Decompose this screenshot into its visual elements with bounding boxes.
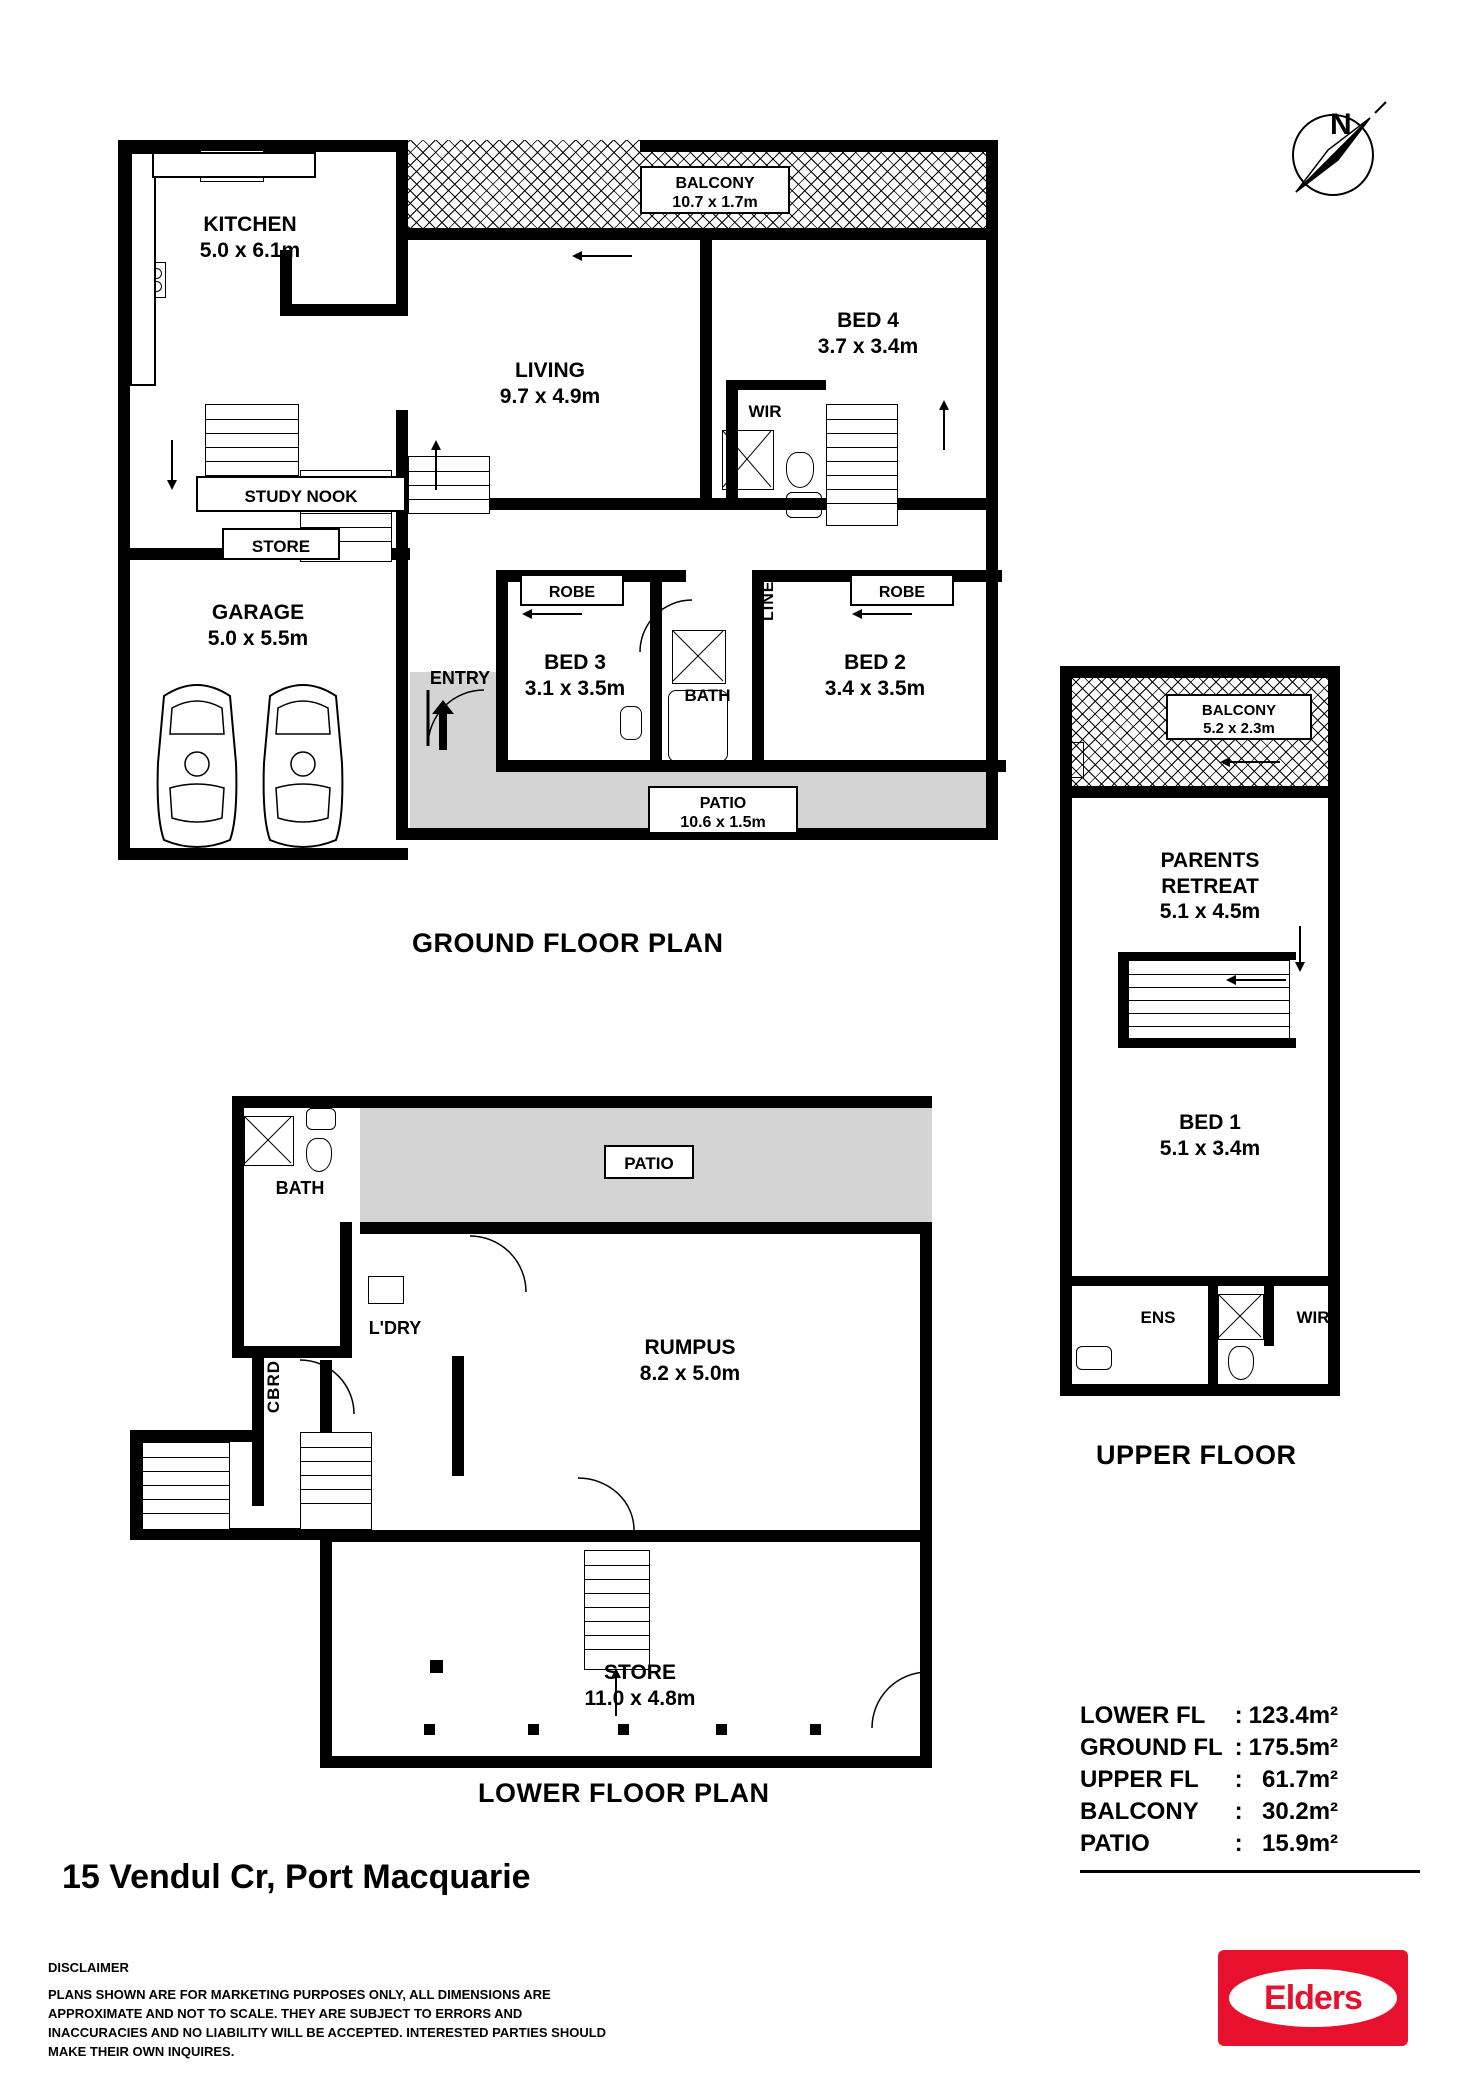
arrow-bed4-stair <box>938 400 950 450</box>
upper-stair-wall-left <box>1118 952 1128 1048</box>
store-pier-2 <box>424 1724 435 1735</box>
lower-door-rumpus <box>578 1478 634 1530</box>
brand-logo-text: Elders <box>1264 1978 1362 2017</box>
room-wir-ground: WIR <box>748 402 782 421</box>
room-bath-lower: BATH <box>275 1178 325 1198</box>
disclaimer-heading: DISCLAIMER <box>48 1960 129 1975</box>
area-row <box>1080 1700 1338 1732</box>
wall-top-right <box>408 228 998 240</box>
room-bed2: BED 2 3.4 x 3.5m <box>824 651 926 700</box>
upper-wall-ens-split <box>1208 1286 1218 1396</box>
tag-balcony-ground: BALCONY 10.7 x 1.7m <box>640 166 790 214</box>
page-title: 15 Vendul Cr, Port Macquarie <box>62 1858 531 1896</box>
tag-balcony-upper: BALCONY 5.2 x 2.3m <box>1166 694 1312 740</box>
upper-stair-wall-bottom <box>1118 1038 1296 1048</box>
garage-car-2 <box>258 668 348 858</box>
room-bath-ground: BATH <box>684 686 731 705</box>
ground-stair-living <box>408 456 490 514</box>
lower-wall-left2 <box>130 1430 142 1540</box>
upper-wall-bal-bottom <box>1060 786 1340 798</box>
lower-stair-2 <box>142 1442 230 1530</box>
wall-kitchen-bottom <box>280 304 408 316</box>
area-colon: : <box>1234 1766 1243 1793</box>
area-label: UPPER FL <box>1080 1766 1199 1793</box>
lower-wall-rumpus-left <box>452 1356 464 1476</box>
arrow-stair-up <box>430 440 442 490</box>
area-schedule <box>1080 1700 1338 1860</box>
ground-floor-plan <box>0 0 1000 960</box>
store-pier-1 <box>430 1660 443 1673</box>
area-value: 15.9m² <box>1262 1830 1339 1857</box>
area-colon: : <box>1234 1830 1243 1857</box>
store-pier-3 <box>528 1724 539 1735</box>
wall-left <box>118 140 130 860</box>
arrow-robe-bed2 <box>852 608 912 620</box>
ens-toilet-icon <box>1228 1346 1254 1380</box>
room-bed4: BED 4 3.7 x 3.4m <box>817 309 919 358</box>
lower-wall-store-left <box>320 1530 332 1768</box>
lower-door-ldry <box>300 1360 354 1414</box>
kitchen-bench <box>130 152 156 386</box>
lower-toilet-icon <box>306 1138 332 1172</box>
room-ens: ENS <box>1140 1308 1176 1327</box>
arrow-balcony-upper <box>1220 756 1280 768</box>
upper-wall-ens-split2 <box>1264 1286 1274 1346</box>
tag-patio-lower: PATIO <box>604 1145 694 1179</box>
laundry-tub-icon <box>368 1276 404 1304</box>
wall-bed-bottom <box>496 760 1006 772</box>
area-row <box>1080 1796 1338 1828</box>
area-label: PATIO <box>1080 1830 1150 1857</box>
upper-wall-right <box>1328 666 1340 1396</box>
area-row <box>1080 1732 1338 1764</box>
upper-balcony-door <box>1066 742 1084 778</box>
room-bed1: BED 1 5.1 x 3.4m <box>1159 1111 1261 1160</box>
entry-arrow <box>432 700 454 750</box>
lower-floor-plan-title: LOWER FLOOR PLAN <box>478 1778 770 1808</box>
lower-wall-bath-bottom <box>232 1346 352 1358</box>
lower-wall-patio-bottom <box>360 1222 932 1234</box>
lower-stair-1 <box>300 1432 372 1530</box>
room-ldry: L'DRY <box>368 1318 422 1338</box>
arrow-robe-bed3 <box>522 608 582 620</box>
room-linen: LINEN <box>760 568 777 621</box>
room-bed3: BED 3 3.1 x 3.5m <box>524 651 626 700</box>
ground-toilet-icon <box>786 452 814 488</box>
room-rumpus: RUMPUS 8.2 x 5.0m <box>639 1336 741 1385</box>
wall-bed4-left <box>700 240 712 510</box>
area-label: GROUND FL <box>1080 1734 1223 1761</box>
lower-wall-store-right <box>920 1530 932 1768</box>
upper-stair <box>1128 960 1290 1042</box>
room-kitchen: KITCHEN 5.0 x 6.1m <box>199 213 301 262</box>
upper-stair-arrow-left <box>1226 974 1286 986</box>
lower-door-patio <box>470 1236 526 1292</box>
lower-wall-top <box>232 1096 932 1108</box>
area-colon: : <box>1234 1734 1243 1761</box>
area-value: 61.7m² <box>1262 1766 1339 1793</box>
ens-shower-icon <box>1218 1294 1264 1340</box>
tag-store-ground: STORE <box>222 528 340 560</box>
room-parents-retreat: PARENTS RETREAT 5.1 x 4.5m <box>1159 849 1261 924</box>
kitchen-island <box>152 152 316 178</box>
area-label: LOWER FL <box>1080 1702 1206 1729</box>
store-pier-5 <box>716 1724 727 1735</box>
compass-north-label: N <box>1330 108 1352 141</box>
bed3-door <box>640 600 692 652</box>
area-row <box>1080 1764 1338 1796</box>
upper-wall-ens-top <box>1060 1276 1340 1286</box>
compass <box>1278 100 1388 210</box>
wall-wir-top <box>726 380 826 390</box>
bath-basin-icon <box>620 706 642 740</box>
disclaimer-body: PLANS SHOWN ARE FOR MARKETING PURPOSES ONLY, ALL DIMENSIONS ARE APPROXIMATE AND NOT TO SCALE. THEY ARE SUBJECT TO ERRORS AND INACCURACIES AND NO LIABILITY WILL BE ACCEPTED. INTERESTED PARTIES SHOULD MAKE THEIR OWN INQUIRES. <box>48 1987 607 2059</box>
garage-car-1 <box>152 668 242 858</box>
room-cbrd: CBRD <box>264 1360 283 1414</box>
tag-patio-ground: PATIO 10.6 x 1.5m <box>648 786 798 834</box>
wall-kitchen-right <box>396 140 408 315</box>
lower-floor-plan <box>0 1060 1000 1820</box>
arrow-stair-down <box>166 440 178 490</box>
wall-top-right2 <box>640 140 998 152</box>
lower-basin-icon <box>306 1108 336 1130</box>
ens-basin-icon <box>1076 1346 1112 1370</box>
arrow-balcony-ground <box>572 250 632 262</box>
brand-logo <box>1218 1950 1408 2046</box>
room-wir-upper: WIR <box>1296 1308 1330 1327</box>
area-colon: : <box>1234 1798 1243 1825</box>
tag-study-nook: STUDY NOOK <box>196 476 406 512</box>
area-row <box>1080 1828 1338 1860</box>
lower-stair-store <box>584 1550 650 1670</box>
store-pier-4 <box>618 1724 629 1735</box>
wall-right <box>986 140 998 840</box>
room-living: LIVING 9.7 x 4.9m <box>499 359 601 408</box>
lower-wall-store-top <box>320 1530 932 1542</box>
store-pier-6 <box>810 1724 821 1735</box>
upper-stair-arrow-down <box>1294 926 1306 972</box>
ground-shower-icon <box>722 430 774 490</box>
area-value: 30.2m² <box>1262 1798 1339 1825</box>
wall-entry-side <box>396 560 408 830</box>
tag-robe-bed3: ROBE <box>520 574 624 606</box>
area-colon: : <box>1234 1702 1243 1729</box>
ground-stair-bed4 <box>826 404 898 526</box>
lower-shower-icon <box>244 1116 294 1166</box>
lower-wall-left-top <box>232 1096 244 1356</box>
room-store-lower: STORE 11.0 x 4.8m <box>584 1661 696 1710</box>
lower-wall-store-bottom <box>320 1756 932 1768</box>
upper-floor-plan <box>1040 640 1460 1500</box>
lower-door-store <box>872 1672 928 1728</box>
lower-wall-mid <box>130 1430 264 1442</box>
ground-floor-plan-title: GROUND FLOOR PLAN <box>412 928 724 958</box>
area-schedule-rule <box>1080 1870 1420 1873</box>
upper-floor-plan-title: UPPER FLOOR <box>1096 1440 1297 1470</box>
ground-basin-icon <box>786 492 822 518</box>
tag-robe-bed2: ROBE <box>850 574 954 606</box>
area-value: 175.5m² <box>1248 1734 1339 1761</box>
upper-stair-wall-top <box>1118 952 1296 960</box>
area-value: 123.4m² <box>1248 1702 1339 1729</box>
area-label: BALCONY <box>1080 1798 1199 1825</box>
room-garage: GARAGE 5.0 x 5.5m <box>207 601 309 650</box>
label-entry: ENTRY <box>429 668 491 688</box>
upper-wall-top <box>1060 666 1340 678</box>
upper-wall-bottom <box>1060 1384 1340 1396</box>
